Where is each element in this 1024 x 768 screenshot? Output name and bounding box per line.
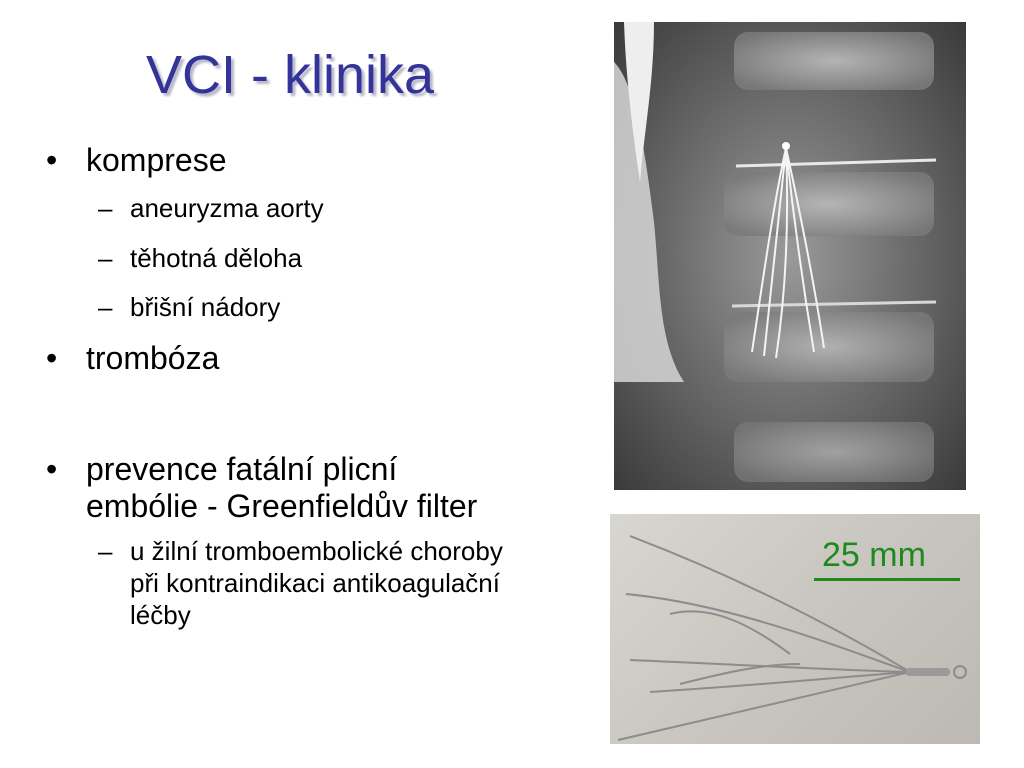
sub-bullet-text: břišní nádory (130, 292, 281, 323)
bullet-text: komprese (86, 142, 227, 178)
bullet-item (46, 451, 506, 525)
sub-bullet-item (46, 243, 546, 275)
scale-label: 25 mm (822, 536, 926, 574)
scale-bar (814, 578, 960, 581)
dash-icon: – (98, 292, 113, 323)
sub-bullet-text: u žilní tromboembolické choroby při kontraindikaci antikoagulační léčby (130, 536, 503, 630)
sub-bullet-item (46, 193, 546, 225)
bullet-text: prevence fatální plicní embólie - Greenfieldův filter (86, 450, 478, 524)
sub-bullet-text: těhotná děloha (130, 242, 303, 273)
sub-bullet-item (46, 536, 530, 631)
dash-icon: – (98, 242, 113, 273)
sub-bullet-text: aneuryzma aorty (130, 192, 324, 223)
xray-image (614, 22, 966, 490)
dash-icon: – (98, 536, 113, 567)
bullet-dot-icon: • (46, 142, 58, 178)
bullet-dot-icon: • (46, 450, 58, 487)
bullet-text: trombóza (86, 339, 220, 376)
bullet-list (46, 142, 546, 632)
bullet-item (46, 142, 546, 179)
bullet-dot-icon: • (46, 339, 58, 376)
bullet-item (46, 340, 546, 377)
dash-icon: – (98, 192, 113, 223)
slide-title: VCI - klinika (146, 45, 435, 105)
xray-graphic (614, 22, 966, 490)
sub-bullet-item (46, 292, 546, 324)
